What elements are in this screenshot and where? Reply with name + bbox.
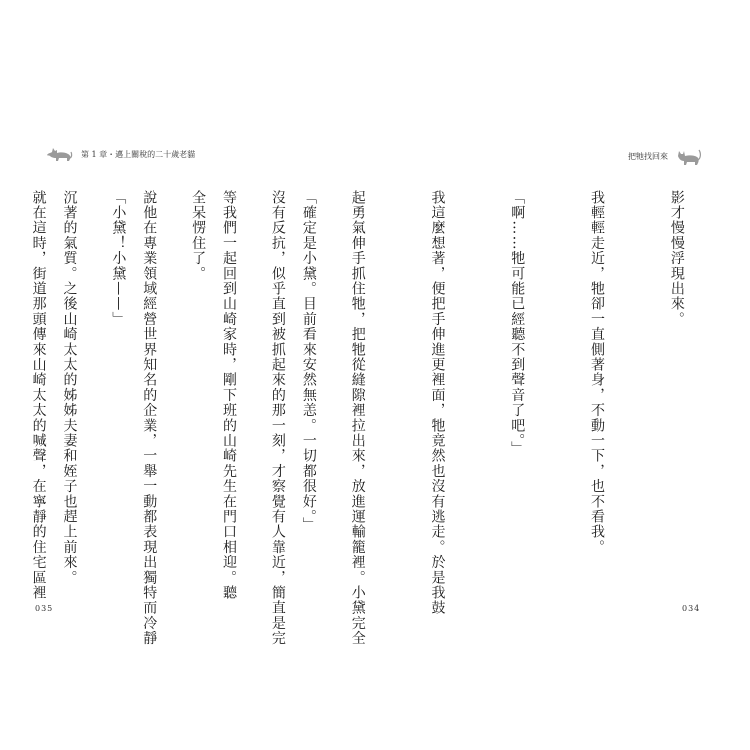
page-number: 035 — [35, 604, 54, 613]
text-line: 影才慢慢浮現出來。 — [668, 190, 685, 327]
text-line: 沉著的氣質。之後山崎太太的姊姊夫妻和姪子也趕上前來。 — [61, 190, 78, 586]
running-header — [45, 146, 195, 162]
cat-silhouette-icon — [674, 146, 702, 166]
page-number: 034 — [682, 604, 701, 613]
text-line: 我輕輕走近，牠卻一直側著身，不動一下，也不看我。 — [589, 190, 606, 555]
text-line: 「啊……牠可能已經聽不到聲音了吧。」 — [509, 190, 526, 457]
text-line: 說他在專業領域經營世界知名的企業，一舉一動都表現出獨特而冷靜 — [141, 190, 158, 646]
text-line: 沒有反抗，似乎直到被抓起來的那一刻，才察覺有人靠近，簡直是完 — [269, 190, 286, 646]
chapter-title: 第 1 章・邁上關稅的二十歲老貓 — [81, 149, 196, 159]
running-header — [628, 146, 702, 166]
text-line: 就在這時，街道那頭傳來山崎太太的喊聲，在寧靜的住宅區裡 — [30, 190, 47, 601]
text-line: 起勇氣伸手抓住牠，把牠從縫隙裡拉出來，放進運輸籠裡。小黛完全 — [349, 190, 366, 646]
text-line: 我這麼想著，便把手伸進更裡面，牠竟然也沒有逃走。於是我鼓 — [429, 190, 446, 616]
text-line: 「小黛！小黛——」 — [110, 190, 127, 327]
text-line: 等我們一起回到山崎家時，剛下班的山崎先生在門口相迎。聽 — [221, 190, 238, 601]
cat-silhouette-icon — [45, 146, 73, 162]
text-line: 「確定是小黛。目前看來安然無恙。一切都很好。」 — [300, 190, 317, 533]
section-title: 把牠找回來 — [628, 151, 668, 161]
text-line: 全呆愣住了。 — [190, 190, 207, 282]
